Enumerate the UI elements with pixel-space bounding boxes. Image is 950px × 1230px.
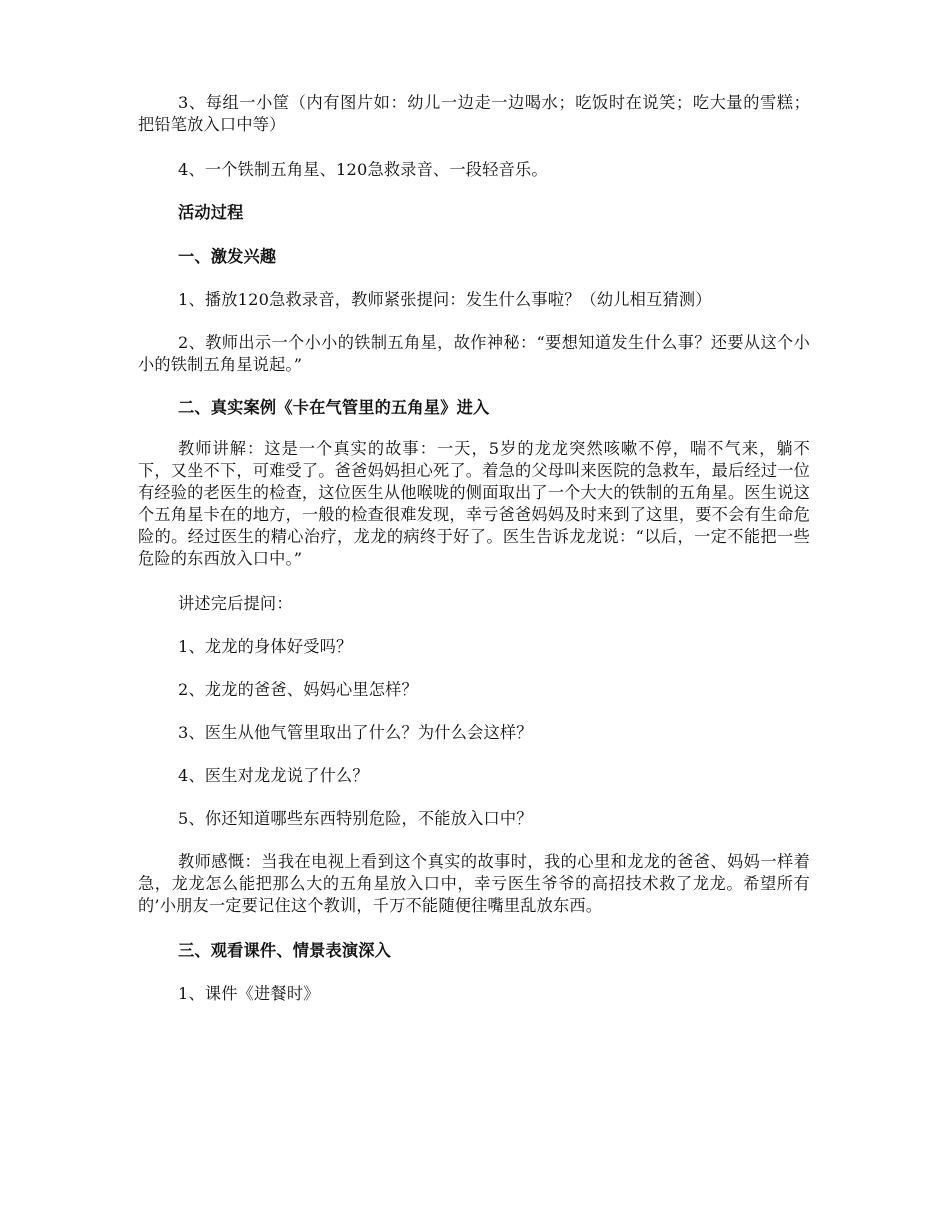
list-item-materials-4: 4、一个铁制五角星、120急救录音、一段轻音乐。 xyxy=(178,160,548,179)
teacher-reflection: 教师感慨：当我在电视上看到这个真实的故事时，我的心里和龙龙的爸爸、妈妈一样着急，龙龙怎么能把那么大的五角星放入口中，幸亏医生爷爷的高招技术救了龙龙。希望所有的’小朋友一定要记住这个教训，千万不能随便往嘴里乱放东西。 xyxy=(138,852,810,915)
question-intro: 讲述完后提问： xyxy=(178,594,293,613)
section-heading-3: 三、观看课件、情景表演深入 xyxy=(178,941,392,960)
courseware-item-1: 1、课件《进餐时》 xyxy=(178,984,320,1003)
step-1-2: 2、教师出示一个小小的铁制五角星，故作神秘：“要想知道发生什么事？还要从这个小小的铁制五角星说起。” xyxy=(138,333,810,374)
question-2: 2、龙龙的爸爸、妈妈心里怎样？ xyxy=(178,680,418,699)
question-1: 1、龙龙的身体好受吗？ xyxy=(178,637,353,656)
question-5: 5、你还知道哪些东西特别危险，不能放入口中？ xyxy=(178,809,533,828)
step-1-1: 1、播放120急救录音，教师紧张提问：发生什么事啦？（幼儿相互猜测） xyxy=(178,290,712,309)
document-body xyxy=(138,92,810,1005)
section-heading-2: 二、真实案例《卡在气管里的五角星》进入 xyxy=(178,398,490,417)
question-3: 3、医生从他气管里取出了什么？为什么会这样？ xyxy=(178,723,533,742)
list-item-materials-3: 3、每组一小筐（内有图片如：幼儿一边走一边喝水；吃饭时在说笑；吃大量的雪糕；把铅笔放入口中等） xyxy=(138,93,810,134)
question-4: 4、医生对龙龙说了什么？ xyxy=(178,766,369,785)
section-heading-activity-process: 活动过程 xyxy=(178,203,244,222)
story-paragraph: 教师讲解：这是一个真实的故事：一天，5岁的龙龙突然咳嗽不停，喘不气来，躺不下，又坐不下，可难受了。爸爸妈妈担心死了。着急的父母叫来医院的急救车，最后经过一位有经验的老医生的检查，这位医生从他喉咙的侧面取出了一个大大的铁制的五角星。医生说这个五角星卡在的地方，一般的检查很难发现，幸亏爸爸妈妈及时来到了这里，要不会有生命危险的。经过医生的精心治疗，龙龙的病终于好了。医生告诉龙龙说：“以后，一定不能把一些危险的东西放入口中。” xyxy=(138,439,810,568)
section-heading-1: 一、激发兴趣 xyxy=(178,247,277,266)
